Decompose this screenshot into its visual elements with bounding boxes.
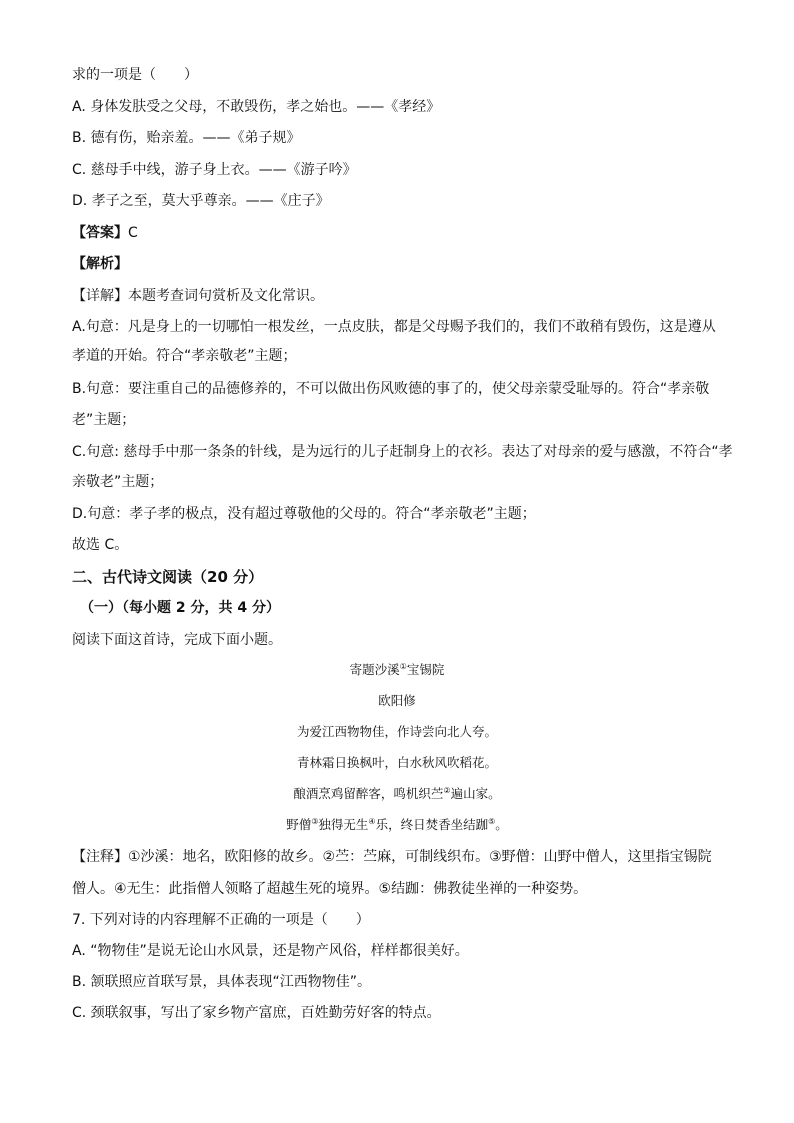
detail-line: 【详解】本题考查词句赏析及文化常识。 [72, 288, 324, 304]
q7-option-a: A. “物物佳”是说无论山水风景，还是物产风俗，样样都很美好。 [72, 943, 469, 959]
explanation-line: 老”主题； [72, 412, 136, 428]
explanation-line: C.句意: 慈母手中那一条条的针线，是为远行的儿子赶制身上的衣衫。表达了对母亲的爱与感激，不符合“孝 [72, 444, 733, 460]
reading-instruction: 阅读下面这首诗，完成下面小题。 [72, 632, 282, 648]
poem-line: 青林霜日换枫叶，白水秋风吹稻花。 [296, 755, 497, 770]
explanation-line: 故选 C。 [72, 537, 129, 553]
poem-author: 欧阳修 [378, 693, 416, 708]
poem-line: 野僧③独得无生④乐，终日焚香坐结跏⑤。 [286, 816, 508, 832]
explanation-line: 孝道的开始。符合“孝亲敬老”主题； [72, 348, 297, 364]
answer-label: 【答案】 [72, 225, 128, 241]
section-title: 二、古代诗文阅读（20 分） [72, 568, 264, 586]
explanation-line: A.句意：凡是身上的一切哪怕一根发丝，一点皮肤，都是父母赐予我们的，我们不敢稍有毁伤，这是遵从 [72, 319, 716, 335]
explanation-line: D.句意：孝子孝的极点，没有超过尊敬他的父母的。符合“孝亲敬老”主题； [72, 506, 536, 522]
analysis-label: 【解析】 [72, 256, 128, 272]
option-c: C. 慈母手中线，游子身上衣。——《游子吟》 [72, 162, 357, 178]
poem-line: 为爱江西物物佳，作诗尝向北人夸。 [296, 724, 497, 739]
q7-option-c: C. 颈联叙事，写出了家乡物产富庶，百姓勤劳好客的特点。 [72, 1005, 441, 1021]
notes-line: 僧人。④无生：此指僧人领略了超越生死的境界。⑤结跏：佛教徒坐禅的一种姿势。 [72, 881, 588, 897]
notes-line: 【注释】①沙溪：地名，欧阳修的故乡。②苎：苎麻，可制线织布。③野僧：山野中僧人，这里指宝锡院 [72, 849, 712, 865]
explanation-line: B.句意：要注重自己的品德修养的，不可以做出伤风败德的事了的，使父母亲蒙受耻辱的。符合“孝亲敬 [72, 381, 710, 397]
option-a: A. 身体发肤受之父母，不敢毁伤，孝之始也。——《孝经》 [72, 99, 441, 115]
answer-value: C [128, 225, 138, 241]
poem-title: 寄题沙溪①宝锡院 [349, 661, 445, 677]
question-7-stem: 7. 下列对诗的内容理解不正确的一项是（ ） [72, 912, 370, 928]
answer-line [72, 223, 138, 243]
poem-line: 酿酒烹鸡留醉客，鸣机织苎②遍山家。 [293, 785, 501, 801]
section-subtitle: （一）（每小题 2 分，共 4 分） [80, 600, 280, 616]
q7-option-b: B. 颔联照应首联写景，具体表现“江西物物佳”。 [72, 974, 372, 990]
option-d: D. 孝子之至，莫大乎尊亲。——《庄子》 [72, 193, 330, 209]
option-b: B. 德有伤，贻亲羞。——《弟子规》 [72, 130, 301, 146]
explanation-line: 亲敬老”主题； [72, 474, 164, 490]
question-stem-tail: 求的一项是（ ） [72, 67, 198, 83]
